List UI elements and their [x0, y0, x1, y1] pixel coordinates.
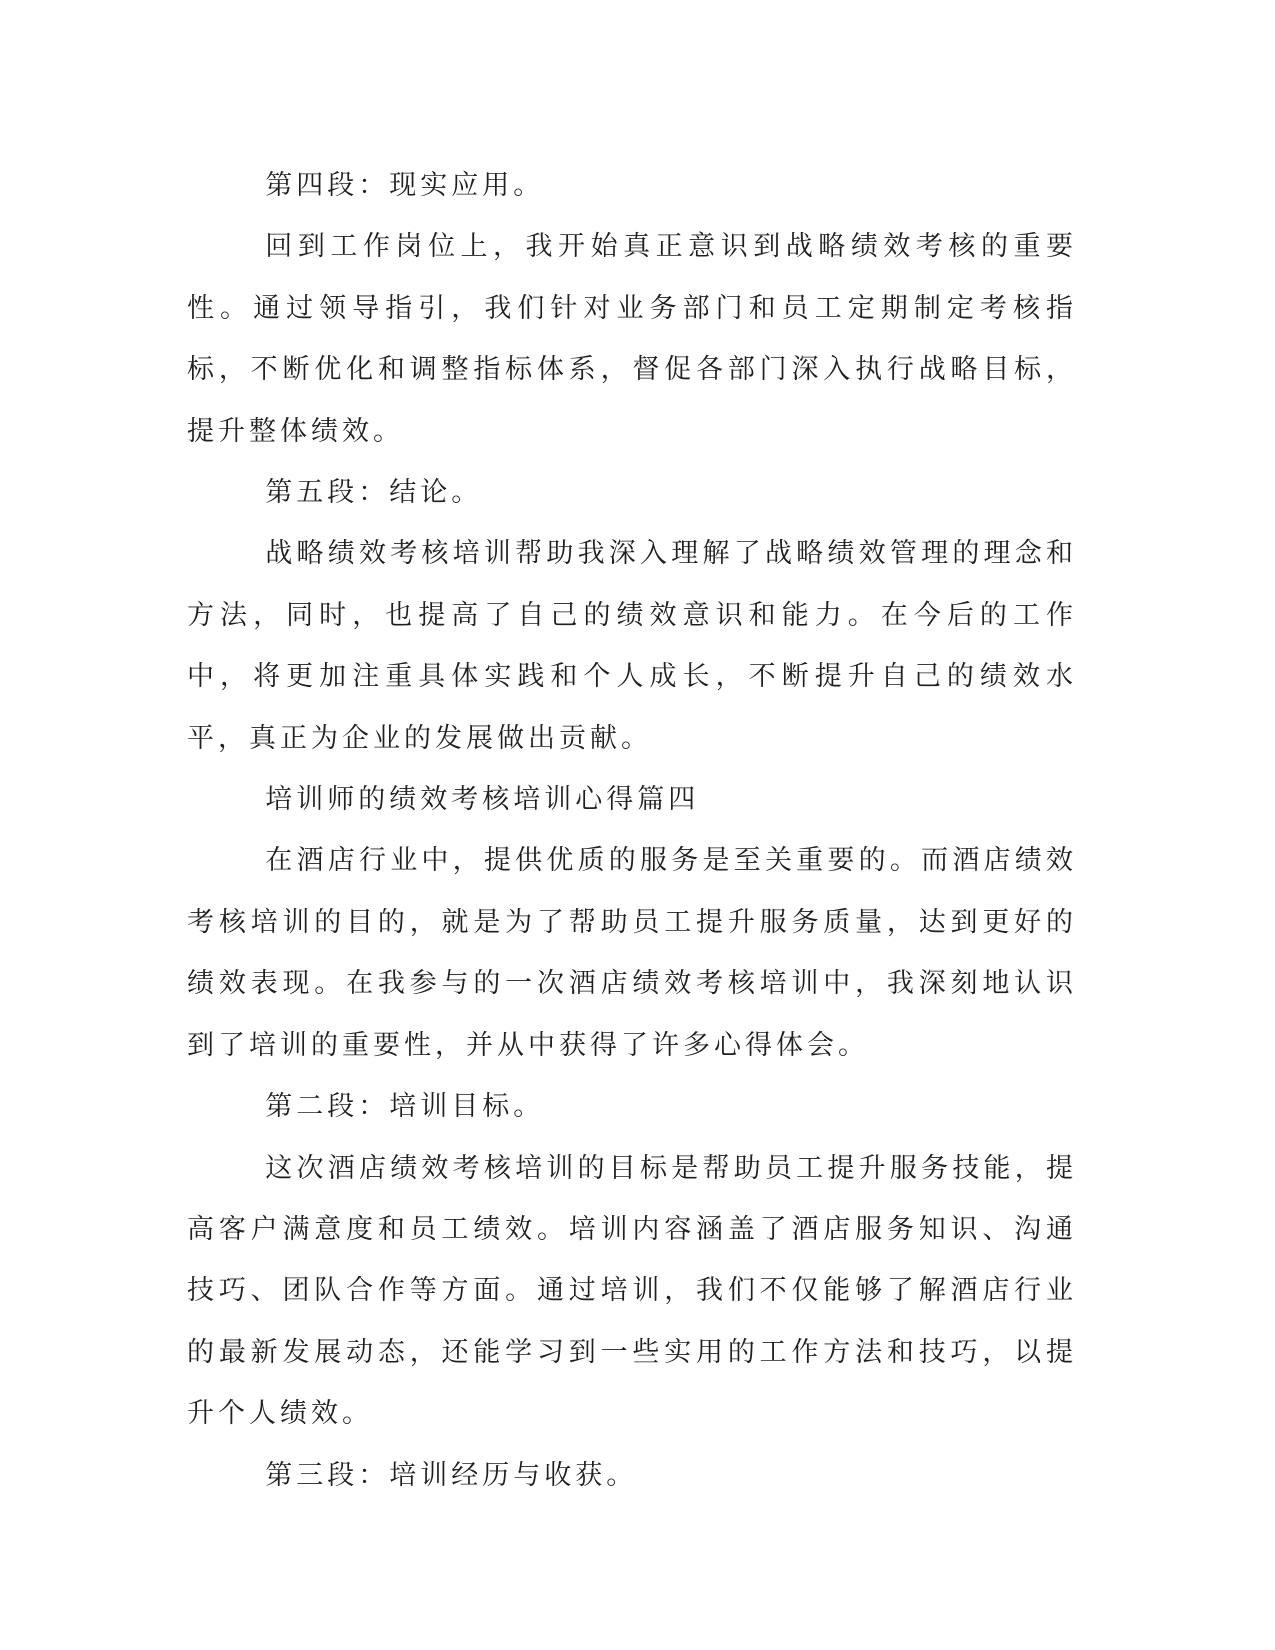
section-heading-2: 第二段：培训目标。 — [265, 1091, 545, 1123]
article-title: 培训师的绩效考核培训心得篇四 — [265, 784, 700, 816]
section-heading-4: 第四段：现实应用。 — [265, 170, 545, 201]
body-paragraph: 回到工作岗位上，我开始真正意识到战略绩效考核的重要性。通过领导指引，我们针对业务部门和员工定期制定考核指标，不断优化和调整指标体系，督促各部门深入执行战略目标，提升整体绩效。 — [187, 231, 1077, 447]
section-heading-5: 第五段：结论。 — [265, 477, 483, 509]
body-paragraph: 在酒店行业中，提供优质的服务是至关重要的。而酒店绩效考核培训的目的，就是为了帮助员工提升服务质量，达到更好的绩效表现。在我参与的一次酒店绩效考核培训中，我深刻地认识到了培训的重要性，并从中获得了许多心得体会。 — [187, 845, 1077, 1061]
body-paragraph: 战略绩效考核培训帮助我深入理解了战略绩效管理的理念和方法，同时，也提高了自己的绩效意识和能力。在今后的工作中，将更加注重具体实践和个人成长，不断提升自己的绩效水平，真正为企业的发展做出贡献。 — [187, 538, 1077, 754]
document-body — [187, 155, 1077, 1506]
body-paragraph: 这次酒店绩效考核培训的目标是帮助员工提升服务技能，提高客户满意度和员工绩效。培训内容涵盖了酒店服务知识、沟通技巧、团队合作等方面。通过培训，我们不仅能够了解酒店行业的最新发展动态，还能学习到一些实用的工作方法和技巧，以提升个人绩效。 — [187, 1152, 1077, 1430]
section-heading-3: 第三段：培训经历与收获。 — [265, 1459, 638, 1491]
